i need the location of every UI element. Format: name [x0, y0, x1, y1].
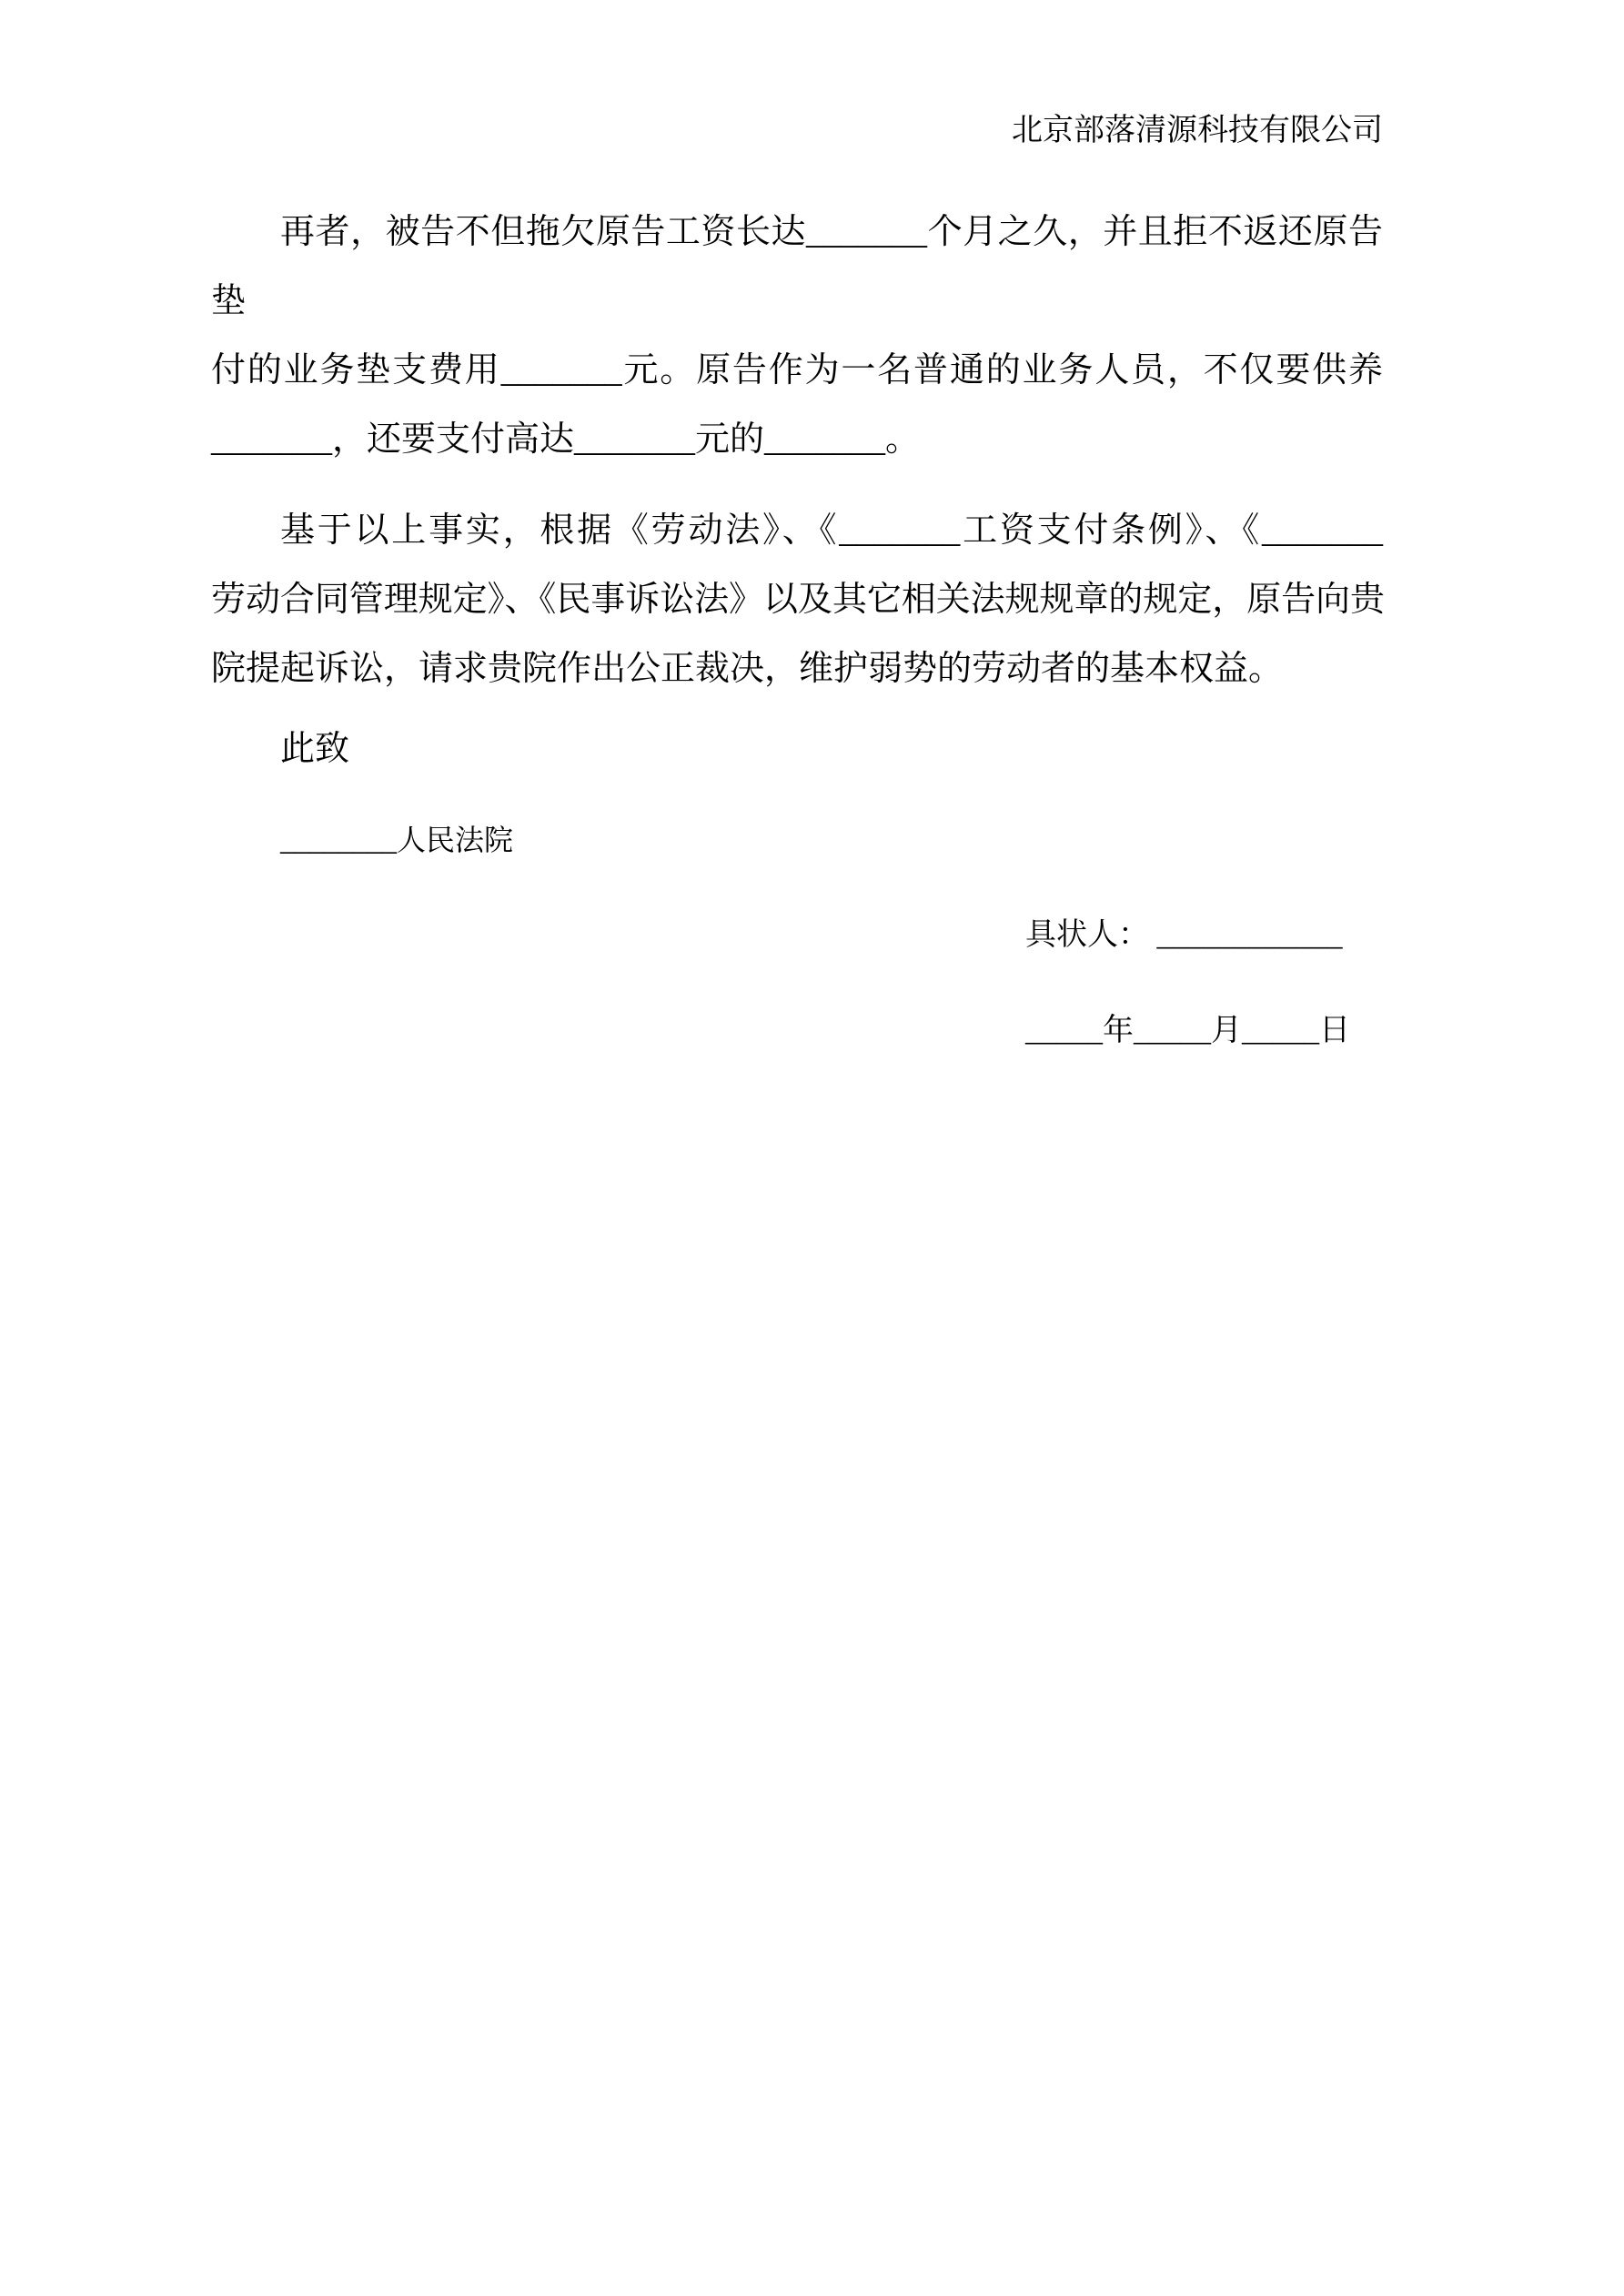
paragraph-line: 院提起诉讼，请求贵院作出公正裁决，维护弱势的劳动者的基本权益。: [211, 650, 1284, 688]
salutation: 此致: [280, 730, 350, 768]
paragraph-line: 再者，被告不但拖欠原告工资长达_______个月之久，并且拒不返还原告垫: [211, 213, 1383, 320]
date-line: _____年_____月_____日: [1025, 1014, 1350, 1047]
court-name-line: ________人民法院: [280, 824, 514, 856]
paragraph-legal-basis: [211, 496, 1383, 703]
paragraph-line: _______，还要支付高达_______元的_______。: [211, 420, 921, 459]
signature-block: [1025, 901, 1383, 1066]
paragraph-line: 基于以上事实，根据《劳动法》、《_______工资支付条例》、《_______: [280, 511, 1383, 550]
paragraph-line: 付的业务垫支费用_______元。原告作为一名普通的业务人员，不仅要供养: [211, 351, 1383, 389]
company-header: 北京部落清源科技有限公司: [1012, 114, 1383, 147]
petitioner-line: 具状人： ____________: [1025, 918, 1343, 952]
paragraph-line: 劳动合同管理规定》、《民事诉讼法》以及其它相关法规规章的规定，原告向贵: [211, 581, 1383, 619]
paragraph-overdue-wages: [211, 197, 1383, 474]
